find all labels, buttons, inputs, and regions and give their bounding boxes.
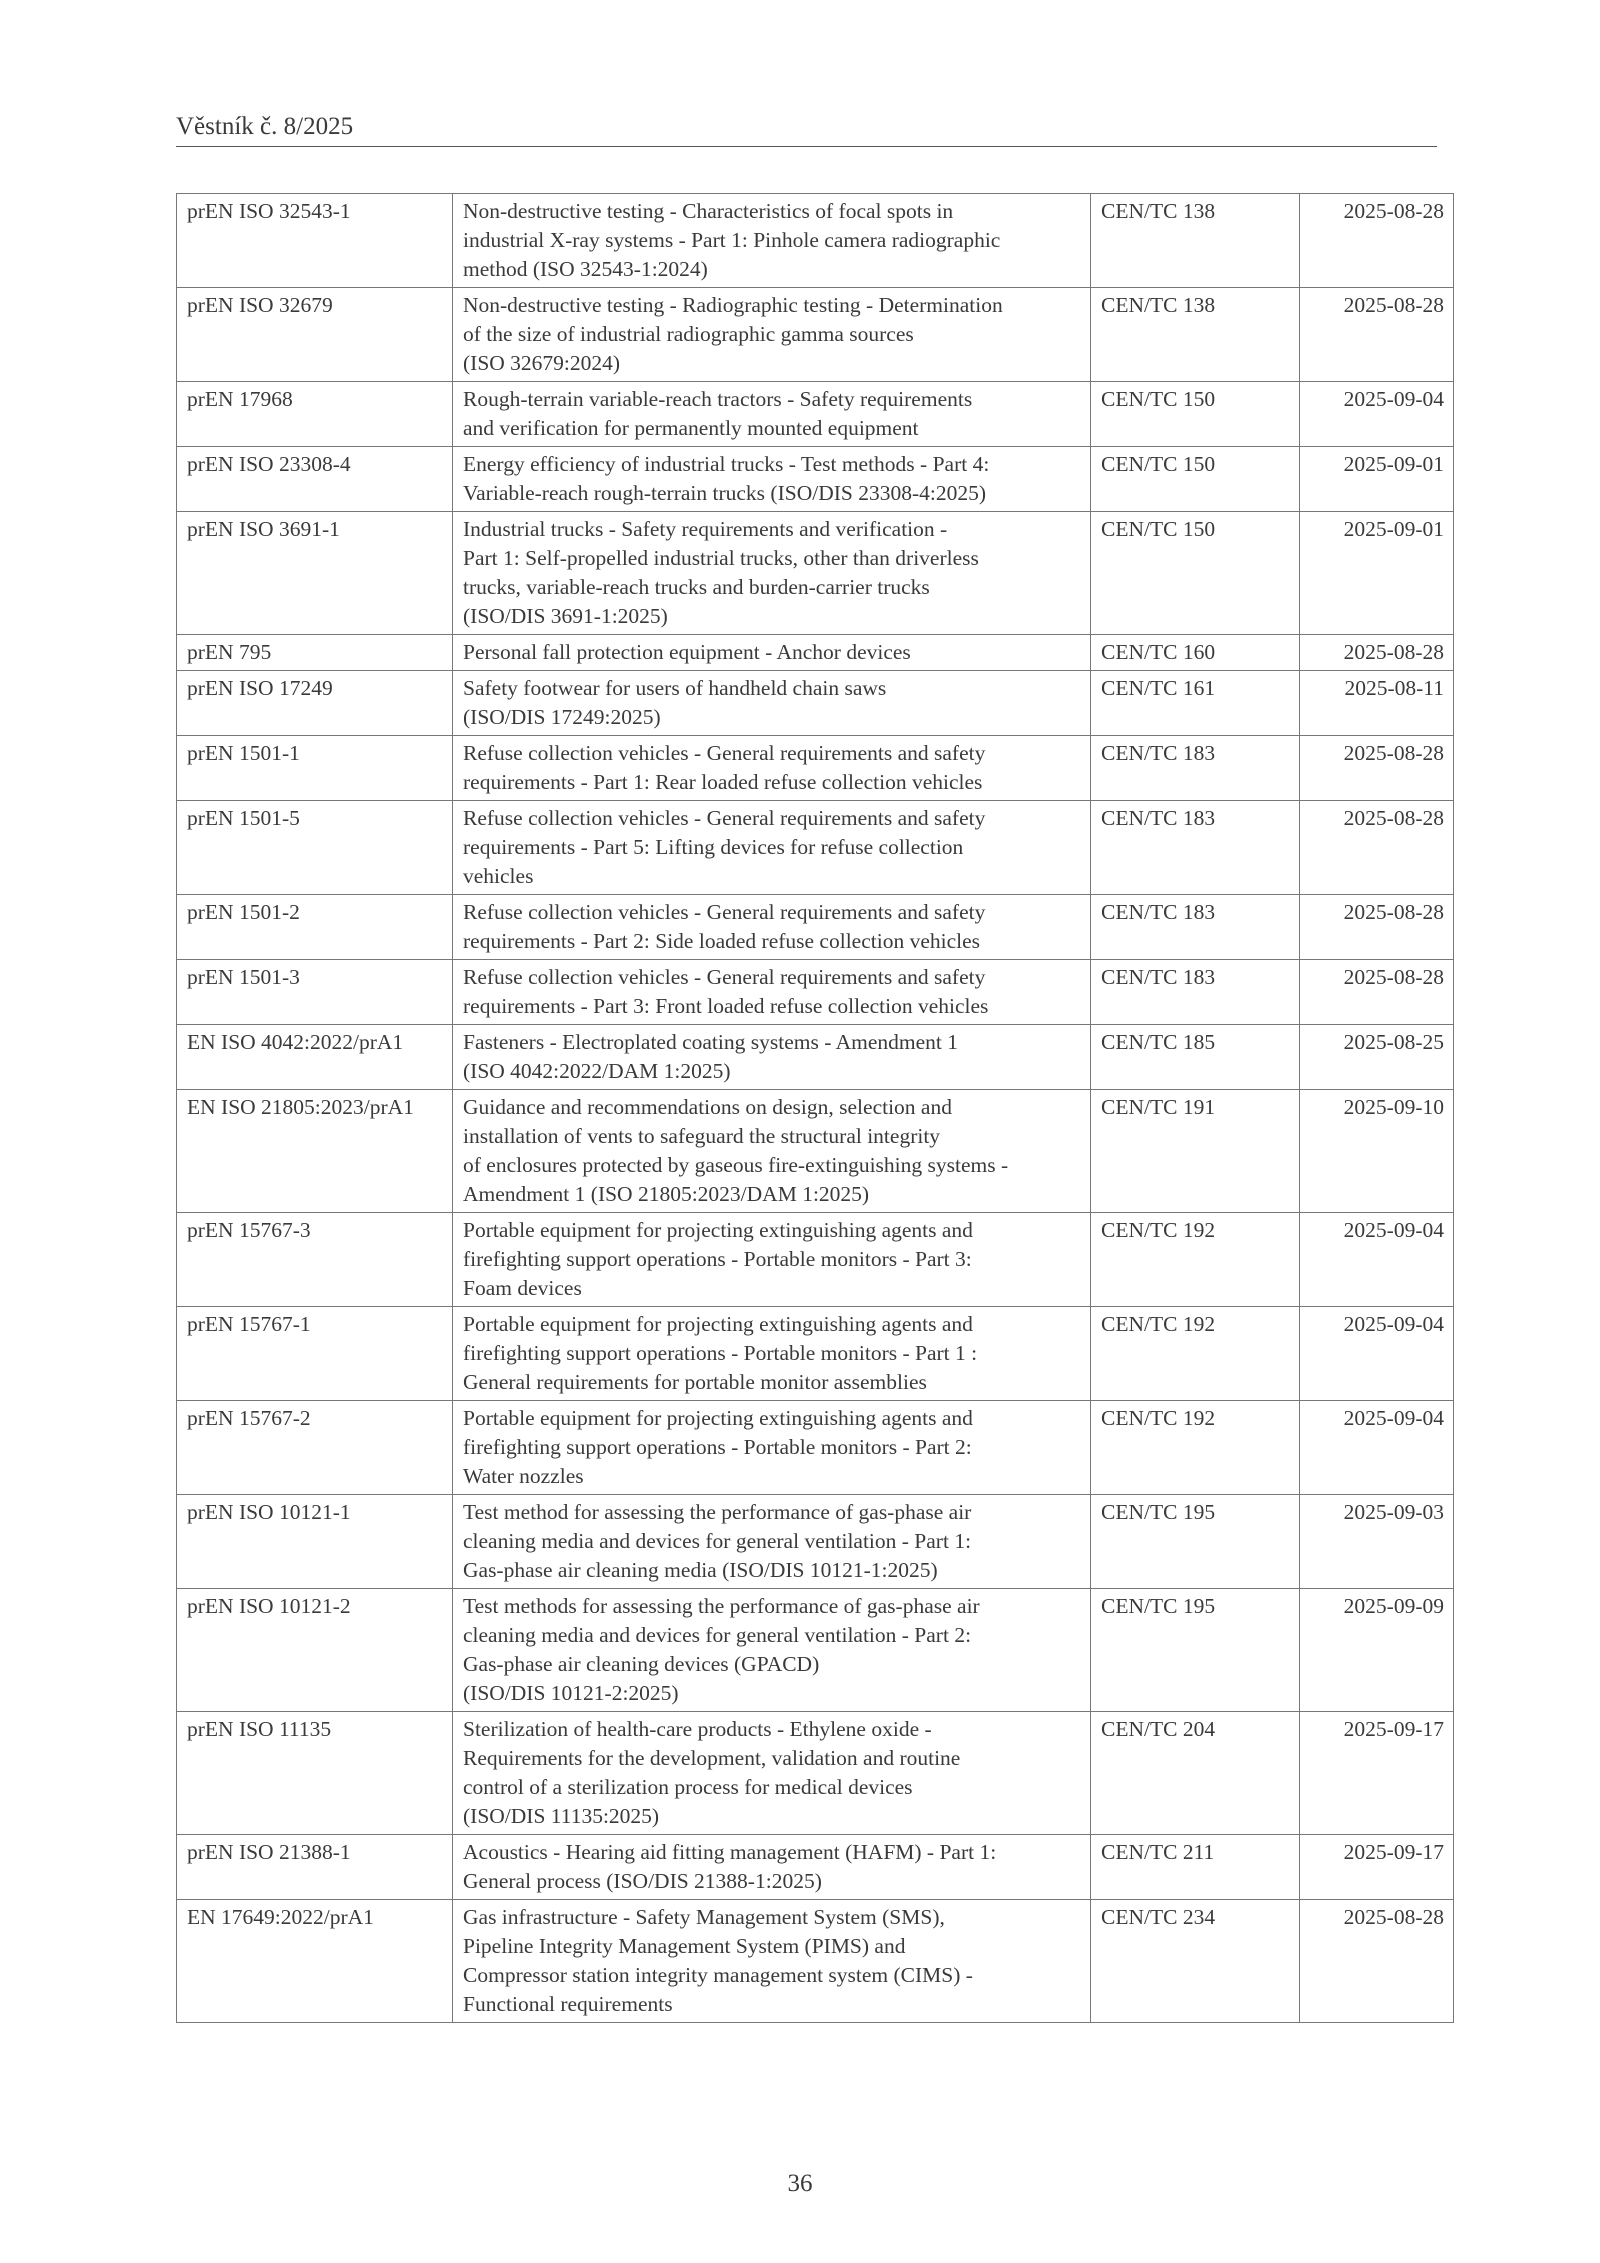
table-row bbox=[177, 1900, 1454, 2023]
standard-code-cell: EN ISO 4042:2022/prA1 bbox=[177, 1025, 453, 1090]
standard-title-cell bbox=[453, 1712, 1091, 1835]
standard-code-cell: prEN ISO 32543-1 bbox=[177, 194, 453, 288]
deadline-date-cell: 2025-09-04 bbox=[1300, 382, 1454, 447]
table-row bbox=[177, 960, 1454, 1025]
standard-title-cell bbox=[453, 1835, 1091, 1900]
standard-title-text: Non-destructive testing - Characteristics of focal spots in industrial X-ray systems - Part 1: Pinhole camera radiographic method (ISO 32543-1:2024) bbox=[463, 199, 1001, 281]
standard-title-text: Test methods for assessing the performance of gas-phase air cleaning media and devices for general ventilation - Part 2: Gas-phase air cleaning devices (GPACD) (ISO/DIS 10121-2:2025) bbox=[463, 1594, 980, 1705]
standard-title-cell bbox=[453, 194, 1091, 288]
standard-title-text: Sterilization of health-care products - Ethylene oxide - Requirements for the development, validation and routine control of a sterilization process for medical devices (ISO/DIS 11135:2025) bbox=[463, 1717, 961, 1828]
standard-code-cell: prEN 1501-1 bbox=[177, 736, 453, 801]
standard-title-text: Safety footwear for users of handheld chain saws (ISO/DIS 17249:2025) bbox=[463, 676, 887, 729]
standard-title-cell bbox=[453, 1213, 1091, 1307]
standard-title-cell bbox=[453, 801, 1091, 895]
technical-committee-cell: CEN/TC 204 bbox=[1091, 1712, 1300, 1835]
technical-committee-cell: CEN/TC 211 bbox=[1091, 1835, 1300, 1900]
standard-code-cell: prEN 17968 bbox=[177, 382, 453, 447]
standard-title-cell bbox=[453, 736, 1091, 801]
technical-committee-cell: CEN/TC 150 bbox=[1091, 447, 1300, 512]
standard-title-text: Portable equipment for projecting extinguishing agents and firefighting support operations - Portable monitors - Part 3: Foam devices bbox=[463, 1218, 973, 1300]
technical-committee-cell: CEN/TC 192 bbox=[1091, 1213, 1300, 1307]
technical-committee-cell: CEN/TC 150 bbox=[1091, 382, 1300, 447]
technical-committee-cell: CEN/TC 183 bbox=[1091, 960, 1300, 1025]
standard-title-text: Portable equipment for projecting extinguishing agents and firefighting support operations - Portable monitors - Part 2: Water nozzles bbox=[463, 1406, 973, 1488]
standard-title-text: Industrial trucks - Safety requirements and verification - Part 1: Self-propelled industrial trucks, other than driverless trucks, variable-reach trucks and burden-carrier trucks (ISO/DIS 3691-1:2025) bbox=[463, 517, 979, 628]
technical-committee-cell: CEN/TC 138 bbox=[1091, 288, 1300, 382]
standard-title-text: Test method for assessing the performance of gas-phase air cleaning media and devices for general ventilation - Part 1: Gas-phase air cleaning media (ISO/DIS 10121-1:2025) bbox=[463, 1500, 972, 1582]
deadline-date-cell: 2025-09-01 bbox=[1300, 447, 1454, 512]
standard-code-cell: prEN ISO 10121-2 bbox=[177, 1589, 453, 1712]
deadline-date-cell: 2025-09-03 bbox=[1300, 1495, 1454, 1589]
technical-committee-cell: CEN/TC 185 bbox=[1091, 1025, 1300, 1090]
standard-code-cell: prEN ISO 11135 bbox=[177, 1712, 453, 1835]
technical-committee-cell: CEN/TC 150 bbox=[1091, 512, 1300, 635]
standard-code-cell: prEN ISO 23308-4 bbox=[177, 447, 453, 512]
standard-code-cell: prEN ISO 3691-1 bbox=[177, 512, 453, 635]
standard-title-text: Rough-terrain variable-reach tractors - Safety requirements and verification for permanently mounted equipment bbox=[463, 387, 973, 440]
deadline-date-cell: 2025-08-28 bbox=[1300, 635, 1454, 671]
standard-code-cell: prEN 1501-3 bbox=[177, 960, 453, 1025]
deadline-date-cell: 2025-09-17 bbox=[1300, 1835, 1454, 1900]
standard-title-cell bbox=[453, 1401, 1091, 1495]
table-row bbox=[177, 635, 1454, 671]
table-row bbox=[177, 1213, 1454, 1307]
standard-title-text: Guidance and recommendations on design, selection and installation of vents to safeguard the structural integrity of enclosures protected by gaseous fire-extinguishing systems - Amendment 1 (ISO 21805:2023/DAM 1:2025) bbox=[463, 1095, 1009, 1206]
standards-table bbox=[176, 193, 1454, 2023]
technical-committee-cell: CEN/TC 195 bbox=[1091, 1495, 1300, 1589]
table-row bbox=[177, 288, 1454, 382]
technical-committee-cell: CEN/TC 183 bbox=[1091, 895, 1300, 960]
technical-committee-cell: CEN/TC 192 bbox=[1091, 1401, 1300, 1495]
standard-title-text: Personal fall protection equipment - Anchor devices bbox=[463, 640, 911, 664]
standard-code-cell: prEN 15767-3 bbox=[177, 1213, 453, 1307]
table-row bbox=[177, 1712, 1454, 1835]
bulletin-title: Věstník č. 8/2025 bbox=[176, 113, 354, 140]
technical-committee-cell: CEN/TC 234 bbox=[1091, 1900, 1300, 2023]
table-row bbox=[177, 1090, 1454, 1213]
deadline-date-cell: 2025-08-28 bbox=[1300, 960, 1454, 1025]
standard-code-cell: prEN 15767-1 bbox=[177, 1307, 453, 1401]
standard-title-text: Gas infrastructure - Safety Management System (SMS), Pipeline Integrity Management System (PIMS) and Compressor station integrity management system (CIMS) - Functional requirements bbox=[463, 1905, 973, 2016]
standard-title-text: Non-destructive testing - Radiographic testing - Determination of the size of industrial radiographic gamma sources (ISO 32679:2024) bbox=[463, 293, 1003, 375]
standard-title-cell bbox=[453, 1025, 1091, 1090]
page-header bbox=[176, 113, 1437, 147]
standard-title-cell bbox=[453, 1090, 1091, 1213]
standard-code-cell: EN 17649:2022/prA1 bbox=[177, 1900, 453, 2023]
table-row bbox=[177, 1025, 1454, 1090]
standard-title-text: Refuse collection vehicles - General requirements and safety requirements - Part 1: Rear loaded refuse collection vehicles bbox=[463, 741, 986, 794]
standard-title-cell bbox=[453, 671, 1091, 736]
standards-table-body bbox=[177, 194, 1454, 2023]
standard-title-cell bbox=[453, 635, 1091, 671]
standard-title-text: Refuse collection vehicles - General requirements and safety requirements - Part 2: Side loaded refuse collection vehicles bbox=[463, 900, 986, 953]
deadline-date-cell: 2025-08-28 bbox=[1300, 288, 1454, 382]
table-row bbox=[177, 1589, 1454, 1712]
standard-title-text: Energy efficiency of industrial trucks - Test methods - Part 4: Variable-reach rough-terrain trucks (ISO/DIS 23308-4:2025) bbox=[463, 452, 990, 505]
standard-title-cell bbox=[453, 288, 1091, 382]
standard-title-cell bbox=[453, 382, 1091, 447]
standard-code-cell: prEN 795 bbox=[177, 635, 453, 671]
standard-title-cell bbox=[453, 1495, 1091, 1589]
deadline-date-cell: 2025-08-11 bbox=[1300, 671, 1454, 736]
standard-code-cell: prEN ISO 32679 bbox=[177, 288, 453, 382]
technical-committee-cell: CEN/TC 161 bbox=[1091, 671, 1300, 736]
deadline-date-cell: 2025-08-28 bbox=[1300, 801, 1454, 895]
standard-title-cell bbox=[453, 1307, 1091, 1401]
table-row bbox=[177, 512, 1454, 635]
deadline-date-cell: 2025-09-10 bbox=[1300, 1090, 1454, 1213]
table-row bbox=[177, 194, 1454, 288]
table-row bbox=[177, 736, 1454, 801]
deadline-date-cell: 2025-09-09 bbox=[1300, 1589, 1454, 1712]
page-number: 36 bbox=[787, 2170, 813, 2197]
standard-code-cell: prEN ISO 21388-1 bbox=[177, 1835, 453, 1900]
table-row bbox=[177, 801, 1454, 895]
technical-committee-cell: CEN/TC 160 bbox=[1091, 635, 1300, 671]
standard-title-cell bbox=[453, 512, 1091, 635]
deadline-date-cell: 2025-08-28 bbox=[1300, 1900, 1454, 2023]
deadline-date-cell: 2025-09-17 bbox=[1300, 1712, 1454, 1835]
table-row bbox=[177, 1307, 1454, 1401]
technical-committee-cell: CEN/TC 195 bbox=[1091, 1589, 1300, 1712]
table-row bbox=[177, 1495, 1454, 1589]
table-row bbox=[177, 671, 1454, 736]
deadline-date-cell: 2025-09-04 bbox=[1300, 1213, 1454, 1307]
table-row bbox=[177, 895, 1454, 960]
standard-title-cell bbox=[453, 960, 1091, 1025]
technical-committee-cell: CEN/TC 183 bbox=[1091, 801, 1300, 895]
deadline-date-cell: 2025-08-28 bbox=[1300, 895, 1454, 960]
deadline-date-cell: 2025-08-25 bbox=[1300, 1025, 1454, 1090]
deadline-date-cell: 2025-08-28 bbox=[1300, 194, 1454, 288]
deadline-date-cell: 2025-08-28 bbox=[1300, 736, 1454, 801]
table-row bbox=[177, 447, 1454, 512]
standard-code-cell: prEN ISO 17249 bbox=[177, 671, 453, 736]
deadline-date-cell: 2025-09-01 bbox=[1300, 512, 1454, 635]
technical-committee-cell: CEN/TC 191 bbox=[1091, 1090, 1300, 1213]
standard-title-text: Portable equipment for projecting extinguishing agents and firefighting support operations - Portable monitors - Part 1 : General requirements for portable monitor assemblies bbox=[463, 1312, 978, 1394]
standard-code-cell: prEN ISO 10121-1 bbox=[177, 1495, 453, 1589]
standard-title-text: Refuse collection vehicles - General requirements and safety requirements - Part 3: Front loaded refuse collection vehicles bbox=[463, 965, 989, 1018]
standard-code-cell: prEN 15767-2 bbox=[177, 1401, 453, 1495]
deadline-date-cell: 2025-09-04 bbox=[1300, 1401, 1454, 1495]
standard-code-cell: prEN 1501-2 bbox=[177, 895, 453, 960]
standard-title-cell bbox=[453, 1900, 1091, 2023]
technical-committee-cell: CEN/TC 192 bbox=[1091, 1307, 1300, 1401]
table-row bbox=[177, 1835, 1454, 1900]
standard-code-cell: EN ISO 21805:2023/prA1 bbox=[177, 1090, 453, 1213]
standard-title-cell bbox=[453, 1589, 1091, 1712]
deadline-date-cell: 2025-09-04 bbox=[1300, 1307, 1454, 1401]
standard-title-cell bbox=[453, 895, 1091, 960]
table-row bbox=[177, 1401, 1454, 1495]
technical-committee-cell: CEN/TC 183 bbox=[1091, 736, 1300, 801]
standard-title-text: Fasteners - Electroplated coating systems - Amendment 1 (ISO 4042:2022/DAM 1:2025) bbox=[463, 1030, 958, 1083]
standard-code-cell: prEN 1501-5 bbox=[177, 801, 453, 895]
technical-committee-cell: CEN/TC 138 bbox=[1091, 194, 1300, 288]
standard-title-text: Acoustics - Hearing aid fitting management (HAFM) - Part 1: General process (ISO/DIS 21388-1:2025) bbox=[463, 1840, 997, 1893]
table-row bbox=[177, 382, 1454, 447]
standard-title-text: Refuse collection vehicles - General requirements and safety requirements - Part 5: Lifting devices for refuse collection vehicles bbox=[463, 806, 986, 888]
standard-title-cell bbox=[453, 447, 1091, 512]
